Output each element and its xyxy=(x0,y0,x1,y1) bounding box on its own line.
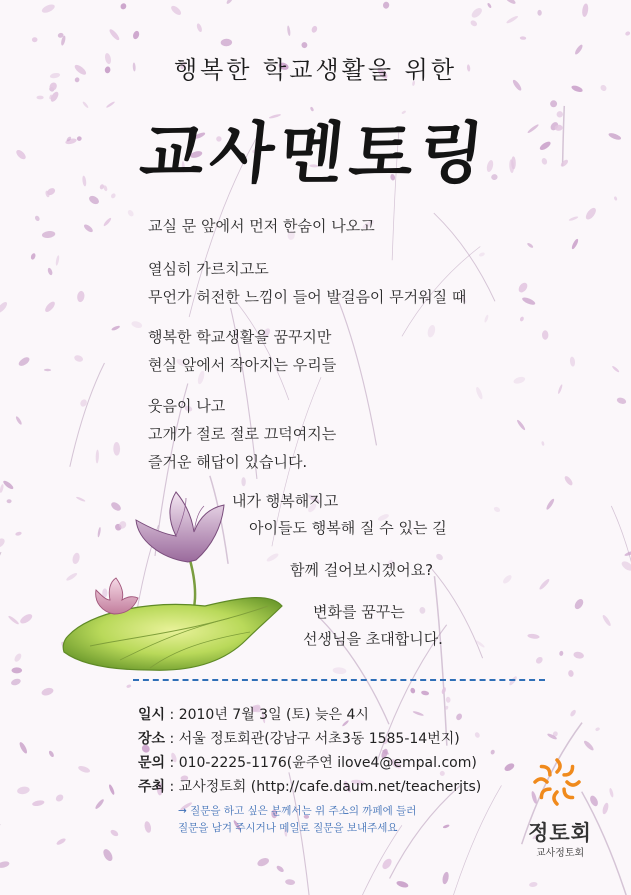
closing-line-4: 변화를 꿈꾸는 xyxy=(313,603,405,621)
info-label: 일시 xyxy=(138,707,166,723)
verse-2 xyxy=(148,255,466,311)
info-label: 장소 xyxy=(138,731,166,747)
logo-ray xyxy=(541,764,552,775)
closing-line-2: 아이들도 행복해 질 수 있는 길 xyxy=(249,519,447,537)
info-value: 교사정토회 (http://cafe.daum.net/teacherjts) xyxy=(178,779,482,795)
verse-3 xyxy=(148,323,336,379)
poster-title: 교사멘토링 xyxy=(136,114,494,192)
org-logo-subtitle: 교사정토회 xyxy=(535,848,585,859)
info-host xyxy=(138,775,481,799)
verse-line: 웃음이 나고 xyxy=(148,397,226,415)
note-line-2: 질문을 남겨 주시거나 메일로 질문을 보내주세요 xyxy=(178,822,398,834)
verse-1 xyxy=(148,212,375,240)
event-info xyxy=(138,703,481,799)
verse-line: 행복한 학교생활을 꿈꾸지만 xyxy=(148,328,332,346)
info-separator: : xyxy=(165,779,179,795)
logo-ray xyxy=(539,787,550,798)
logo-ray xyxy=(564,766,575,777)
info-label: 문의 xyxy=(138,755,166,771)
logo-ray xyxy=(535,779,547,782)
closing-line-1: 내가 행복해지고 xyxy=(232,492,339,510)
info-separator: : xyxy=(165,755,179,771)
verse-line: 교실 문 앞에서 먼저 한숨이 나오고 xyxy=(148,217,375,235)
logo-ray xyxy=(554,792,557,804)
verse-4 xyxy=(148,392,336,476)
org-logo-name: 정토회 xyxy=(528,821,592,845)
closing-line-3: 함께 걸어보시겠어요? xyxy=(290,561,434,579)
info-value: 2010년 7월 3일 (토) 늦은 4시 xyxy=(178,707,369,723)
verse-line: 무언가 허전한 느낌이 들어 발걸음이 무거워질 때 xyxy=(148,288,467,306)
info-venue xyxy=(138,727,481,751)
info-label: 주최 xyxy=(138,779,166,795)
question-note xyxy=(178,803,416,837)
closing-line-5: 선생님을 초대합니다. xyxy=(303,630,443,648)
verse-line: 열심히 가르치고도 xyxy=(148,260,269,278)
info-value: 010-2225-1176(윤주연 ilove4@empal.com) xyxy=(178,755,477,771)
logo-ray xyxy=(567,782,579,785)
verse-line: 고개가 절로 절로 끄덕여지는 xyxy=(148,425,337,443)
info-separator: : xyxy=(165,707,179,723)
info-contact xyxy=(138,751,481,775)
note-line-1: → 질문을 하고 싶은 분께서는 위 주소의 까페에 들러 xyxy=(178,805,417,817)
info-date xyxy=(138,703,481,727)
poster-subtitle: 행복한 학교생활을 위한 xyxy=(173,56,458,84)
info-value: 서울 정토회관(강남구 서초3동 1585-14번지) xyxy=(178,731,460,747)
dashed-divider xyxy=(133,679,545,681)
info-separator: : xyxy=(165,731,179,747)
verse-line: 즐거운 해답이 있습니다. xyxy=(148,453,308,471)
sun-lotus-icon xyxy=(527,752,587,812)
logo-ray xyxy=(557,760,560,772)
logo-ray xyxy=(562,789,573,800)
verse-line: 현실 앞에서 작아지는 우리들 xyxy=(148,356,337,374)
